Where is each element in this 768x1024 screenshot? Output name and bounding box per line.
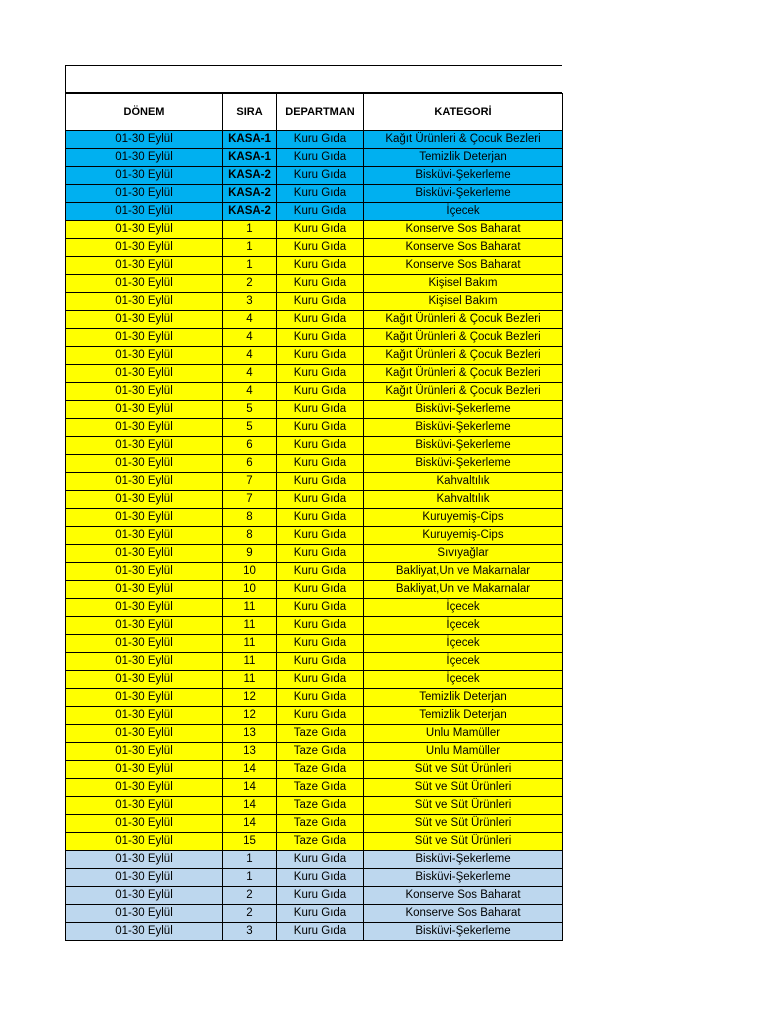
cell-kategori: İçecek [364, 203, 563, 221]
table-row [66, 689, 563, 707]
cell-sira: 2 [223, 905, 277, 923]
cell-departman: Kuru Gıda [277, 851, 364, 869]
cell-departman: Kuru Gıda [277, 419, 364, 437]
cell-donem: 01-30 Eylül [66, 671, 223, 689]
table-row [66, 833, 563, 851]
cell-kategori: Temizlik Deterjan [364, 689, 563, 707]
cell-kategori: İçecek [364, 671, 563, 689]
table-row [66, 527, 563, 545]
cell-donem: 01-30 Eylül [66, 617, 223, 635]
cell-departman: Taze Gıda [277, 743, 364, 761]
cell-donem: 01-30 Eylül [66, 401, 223, 419]
cell-donem: 01-30 Eylül [66, 275, 223, 293]
table-row [66, 257, 563, 275]
table-row [66, 473, 563, 491]
cell-kategori: Kağıt Ürünleri & Çocuk Bezleri [364, 329, 563, 347]
cell-departman: Kuru Gıda [277, 149, 364, 167]
cell-donem: 01-30 Eylül [66, 131, 223, 149]
cell-departman: Taze Gıda [277, 779, 364, 797]
cell-kategori: Bisküvi-Şekerleme [364, 455, 563, 473]
cell-departman: Kuru Gıda [277, 311, 364, 329]
cell-kategori: Konserve Sos Baharat [364, 887, 563, 905]
cell-sira: 14 [223, 761, 277, 779]
table-row [66, 293, 563, 311]
cell-donem: 01-30 Eylül [66, 527, 223, 545]
table-row [66, 329, 563, 347]
table-row [66, 563, 563, 581]
table-row [66, 653, 563, 671]
cell-donem: 01-30 Eylül [66, 311, 223, 329]
table-row [66, 311, 563, 329]
table-row [66, 383, 563, 401]
table-row [66, 221, 563, 239]
cell-departman: Kuru Gıda [277, 887, 364, 905]
cell-sira: 5 [223, 419, 277, 437]
cell-donem: 01-30 Eylül [66, 149, 223, 167]
cell-sira: 14 [223, 779, 277, 797]
cell-departman: Kuru Gıda [277, 599, 364, 617]
cell-kategori: Süt ve Süt Ürünleri [364, 797, 563, 815]
cell-kategori: Bisküvi-Şekerleme [364, 167, 563, 185]
cell-sira: 1 [223, 239, 277, 257]
cell-kategori: İçecek [364, 617, 563, 635]
cell-sira: 4 [223, 311, 277, 329]
cell-kategori: Kişisel Bakım [364, 293, 563, 311]
cell-departman: Kuru Gıda [277, 509, 364, 527]
cell-donem: 01-30 Eylül [66, 383, 223, 401]
cell-kategori: Kağıt Ürünleri & Çocuk Bezleri [364, 131, 563, 149]
cell-departman: Kuru Gıda [277, 239, 364, 257]
table-row [66, 725, 563, 743]
cell-kategori: Konserve Sos Baharat [364, 905, 563, 923]
schedule-table [65, 93, 563, 941]
table-row [66, 779, 563, 797]
cell-departman: Kuru Gıda [277, 869, 364, 887]
cell-donem: 01-30 Eylül [66, 743, 223, 761]
table-row [66, 203, 563, 221]
cell-donem: 01-30 Eylül [66, 293, 223, 311]
table-row [66, 869, 563, 887]
cell-sira: 1 [223, 851, 277, 869]
cell-departman: Kuru Gıda [277, 293, 364, 311]
cell-departman: Kuru Gıda [277, 635, 364, 653]
cell-kategori: Unlu Mamüller [364, 743, 563, 761]
cell-donem: 01-30 Eylül [66, 437, 223, 455]
cell-kategori: Kahvaltılık [364, 491, 563, 509]
cell-donem: 01-30 Eylül [66, 653, 223, 671]
cell-sira: KASA-2 [223, 185, 277, 203]
cell-sira: KASA-1 [223, 149, 277, 167]
cell-donem: 01-30 Eylül [66, 491, 223, 509]
table-row [66, 419, 563, 437]
cell-kategori: Bisküvi-Şekerleme [364, 923, 563, 941]
table-row [66, 581, 563, 599]
cell-departman: Kuru Gıda [277, 365, 364, 383]
cell-donem: 01-30 Eylül [66, 797, 223, 815]
cell-sira: 12 [223, 689, 277, 707]
cell-departman: Kuru Gıda [277, 257, 364, 275]
cell-donem: 01-30 Eylül [66, 581, 223, 599]
table-row [66, 797, 563, 815]
cell-departman: Kuru Gıda [277, 707, 364, 725]
cell-sira: 10 [223, 563, 277, 581]
cell-donem: 01-30 Eylül [66, 815, 223, 833]
cell-kategori: Bisküvi-Şekerleme [364, 401, 563, 419]
cell-departman: Taze Gıda [277, 797, 364, 815]
cell-kategori: Süt ve Süt Ürünleri [364, 815, 563, 833]
cell-departman: Kuru Gıda [277, 491, 364, 509]
cell-departman: Kuru Gıda [277, 455, 364, 473]
cell-departman: Kuru Gıda [277, 545, 364, 563]
cell-kategori: Kağıt Ürünleri & Çocuk Bezleri [364, 311, 563, 329]
cell-sira: 8 [223, 527, 277, 545]
cell-donem: 01-30 Eylül [66, 419, 223, 437]
cell-donem: 01-30 Eylül [66, 473, 223, 491]
table-row [66, 455, 563, 473]
cell-donem: 01-30 Eylül [66, 545, 223, 563]
table-row [66, 887, 563, 905]
cell-sira: 2 [223, 275, 277, 293]
cell-donem: 01-30 Eylül [66, 725, 223, 743]
cell-donem: 01-30 Eylül [66, 689, 223, 707]
cell-kategori: Kuruyemiş-Cips [364, 527, 563, 545]
cell-donem: 01-30 Eylül [66, 779, 223, 797]
cell-donem: 01-30 Eylül [66, 257, 223, 275]
cell-sira: 1 [223, 257, 277, 275]
table-row [66, 761, 563, 779]
cell-kategori: Bisküvi-Şekerleme [364, 185, 563, 203]
table-row [66, 815, 563, 833]
cell-sira: 1 [223, 869, 277, 887]
cell-sira: 4 [223, 329, 277, 347]
cell-sira: 3 [223, 923, 277, 941]
cell-departman: Kuru Gıda [277, 221, 364, 239]
cell-sira: 13 [223, 725, 277, 743]
table-row [66, 851, 563, 869]
cell-donem: 01-30 Eylül [66, 329, 223, 347]
cell-departman: Kuru Gıda [277, 671, 364, 689]
cell-departman: Taze Gıda [277, 815, 364, 833]
cell-kategori: İçecek [364, 653, 563, 671]
cell-donem: 01-30 Eylül [66, 905, 223, 923]
cell-departman: Kuru Gıda [277, 581, 364, 599]
header-donem: DÖNEM [66, 94, 223, 131]
cell-donem: 01-30 Eylül [66, 761, 223, 779]
cell-sira: 7 [223, 491, 277, 509]
cell-sira: 8 [223, 509, 277, 527]
cell-departman: Kuru Gıda [277, 905, 364, 923]
cell-kategori: Kağıt Ürünleri & Çocuk Bezleri [364, 347, 563, 365]
cell-sira: 9 [223, 545, 277, 563]
cell-sira: 1 [223, 221, 277, 239]
cell-departman: Kuru Gıda [277, 437, 364, 455]
cell-kategori: Temizlik Deterjan [364, 707, 563, 725]
table-row [66, 167, 563, 185]
cell-sira: 12 [223, 707, 277, 725]
cell-kategori: Kağıt Ürünleri & Çocuk Bezleri [364, 383, 563, 401]
cell-sira: KASA-2 [223, 167, 277, 185]
cell-sira: 2 [223, 887, 277, 905]
cell-departman: Kuru Gıda [277, 617, 364, 635]
header-kategori: KATEGORİ [364, 94, 563, 131]
cell-sira: 15 [223, 833, 277, 851]
cell-departman: Kuru Gıda [277, 563, 364, 581]
cell-sira: 11 [223, 671, 277, 689]
table-row [66, 617, 563, 635]
cell-kategori: Kişisel Bakım [364, 275, 563, 293]
table-row [66, 509, 563, 527]
cell-kategori: Kahvaltılık [364, 473, 563, 491]
cell-departman: Kuru Gıda [277, 131, 364, 149]
cell-kategori: Konserve Sos Baharat [364, 239, 563, 257]
cell-donem: 01-30 Eylül [66, 167, 223, 185]
table-row [66, 149, 563, 167]
cell-departman: Kuru Gıda [277, 347, 364, 365]
cell-departman: Taze Gıda [277, 761, 364, 779]
table-row [66, 635, 563, 653]
cell-sira: 11 [223, 653, 277, 671]
cell-departman: Kuru Gıda [277, 383, 364, 401]
cell-kategori: Süt ve Süt Ürünleri [364, 761, 563, 779]
cell-kategori: Kağıt Ürünleri & Çocuk Bezleri [364, 365, 563, 383]
cell-kategori: Süt ve Süt Ürünleri [364, 833, 563, 851]
cell-sira: 13 [223, 743, 277, 761]
table-row [66, 923, 563, 941]
cell-kategori: Kuruyemiş-Cips [364, 509, 563, 527]
cell-donem: 01-30 Eylül [66, 887, 223, 905]
cell-departman: Taze Gıda [277, 833, 364, 851]
cell-sira: KASA-2 [223, 203, 277, 221]
cell-departman: Kuru Gıda [277, 167, 364, 185]
cell-kategori: Konserve Sos Baharat [364, 257, 563, 275]
table-row [66, 671, 563, 689]
table-row [66, 743, 563, 761]
table-row [66, 401, 563, 419]
cell-sira: KASA-1 [223, 131, 277, 149]
cell-donem: 01-30 Eylül [66, 563, 223, 581]
cell-kategori: Bisküvi-Şekerleme [364, 437, 563, 455]
cell-kategori: Bisküvi-Şekerleme [364, 419, 563, 437]
table-row [66, 239, 563, 257]
header-row [66, 94, 563, 131]
header-sira: SIRA [223, 94, 277, 131]
cell-sira: 3 [223, 293, 277, 311]
cell-sira: 6 [223, 437, 277, 455]
table-row [66, 905, 563, 923]
cell-kategori: Bisküvi-Şekerleme [364, 869, 563, 887]
cell-kategori: Süt ve Süt Ürünleri [364, 779, 563, 797]
cell-donem: 01-30 Eylül [66, 707, 223, 725]
cell-departman: Kuru Gıda [277, 527, 364, 545]
cell-sira: 4 [223, 365, 277, 383]
table-row [66, 131, 563, 149]
cell-sira: 14 [223, 797, 277, 815]
table-row [66, 275, 563, 293]
cell-sira: 6 [223, 455, 277, 473]
cell-departman: Kuru Gıda [277, 275, 364, 293]
cell-sira: 4 [223, 347, 277, 365]
cell-donem: 01-30 Eylül [66, 203, 223, 221]
cell-departman: Kuru Gıda [277, 401, 364, 419]
cell-donem: 01-30 Eylül [66, 509, 223, 527]
cell-donem: 01-30 Eylül [66, 923, 223, 941]
cell-departman: Kuru Gıda [277, 203, 364, 221]
cell-sira: 11 [223, 599, 277, 617]
table-row [66, 545, 563, 563]
table-row [66, 185, 563, 203]
cell-kategori: Bakliyat,Un ve Makarnalar [364, 581, 563, 599]
cell-departman: Kuru Gıda [277, 923, 364, 941]
cell-donem: 01-30 Eylül [66, 833, 223, 851]
cell-sira: 10 [223, 581, 277, 599]
cell-kategori: Bisküvi-Şekerleme [364, 851, 563, 869]
table-row [66, 599, 563, 617]
table-row [66, 365, 563, 383]
cell-donem: 01-30 Eylül [66, 239, 223, 257]
cell-departman: Kuru Gıda [277, 185, 364, 203]
table-row [66, 491, 563, 509]
table-row [66, 347, 563, 365]
header-departman: DEPARTMAN [277, 94, 364, 131]
cell-kategori: İçecek [364, 599, 563, 617]
cell-departman: Taze Gıda [277, 725, 364, 743]
cell-departman: Kuru Gıda [277, 653, 364, 671]
cell-sira: 11 [223, 617, 277, 635]
cell-kategori: Unlu Mamüller [364, 725, 563, 743]
cell-sira: 4 [223, 383, 277, 401]
cell-donem: 01-30 Eylül [66, 599, 223, 617]
cell-kategori: İçecek [364, 635, 563, 653]
cell-sira: 14 [223, 815, 277, 833]
table-row [66, 707, 563, 725]
cell-donem: 01-30 Eylül [66, 635, 223, 653]
cell-donem: 01-30 Eylül [66, 347, 223, 365]
cell-departman: Kuru Gıda [277, 473, 364, 491]
cell-kategori: Temizlik Deterjan [364, 149, 563, 167]
cell-departman: Kuru Gıda [277, 329, 364, 347]
title-row [65, 65, 562, 93]
cell-donem: 01-30 Eylül [66, 365, 223, 383]
cell-donem: 01-30 Eylül [66, 869, 223, 887]
cell-donem: 01-30 Eylül [66, 185, 223, 203]
cell-donem: 01-30 Eylül [66, 221, 223, 239]
cell-sira: 5 [223, 401, 277, 419]
cell-departman: Kuru Gıda [277, 689, 364, 707]
cell-kategori: Bakliyat,Un ve Makarnalar [364, 563, 563, 581]
cell-sira: 11 [223, 635, 277, 653]
cell-kategori: Sıvıyağlar [364, 545, 563, 563]
cell-donem: 01-30 Eylül [66, 851, 223, 869]
spreadsheet [65, 65, 562, 941]
cell-donem: 01-30 Eylül [66, 455, 223, 473]
cell-sira: 7 [223, 473, 277, 491]
table-row [66, 437, 563, 455]
cell-kategori: Konserve Sos Baharat [364, 221, 563, 239]
